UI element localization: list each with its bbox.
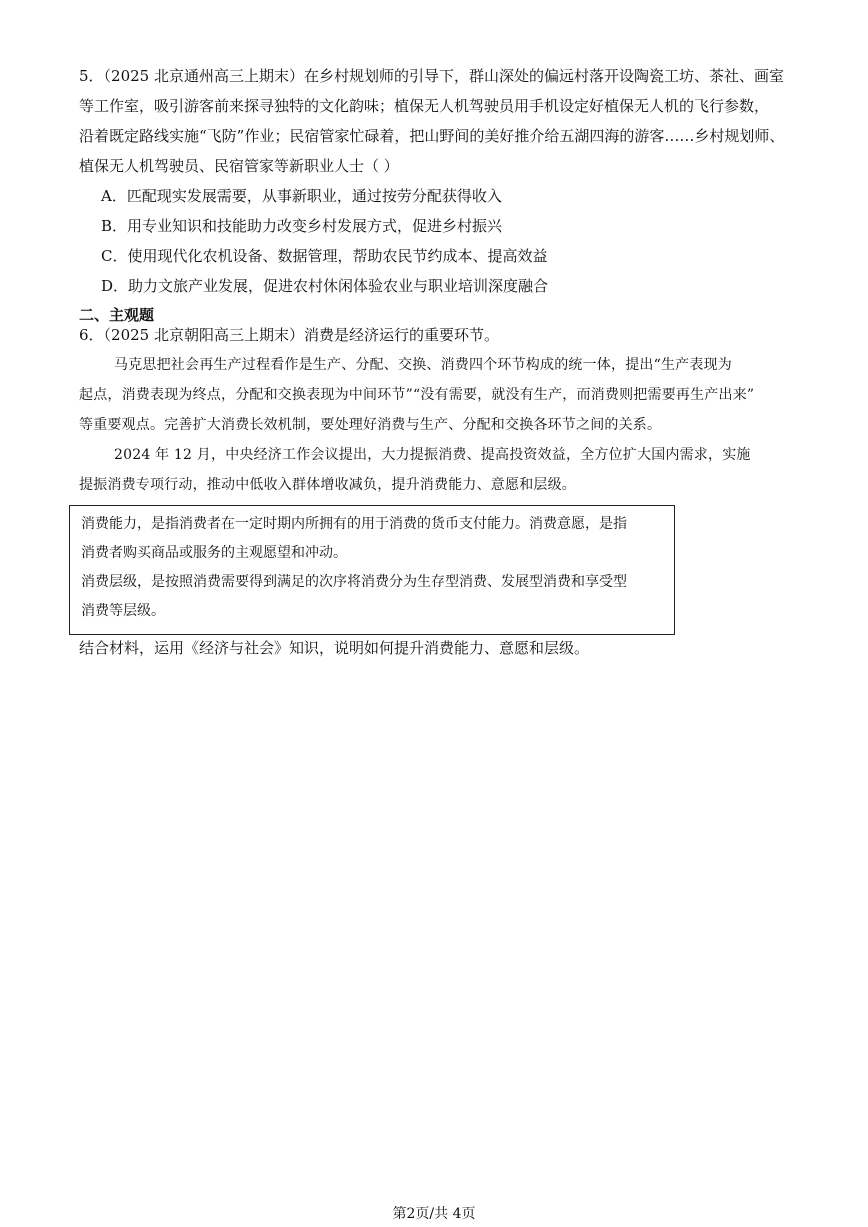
page-number: 第2页/共 4页: [392, 1206, 476, 1222]
q5-option-b: B．用专业知识和技能助力改变乡村发展方式，促进乡村振兴: [101, 217, 503, 235]
definition-box-line-1: 消费能力，是指消费者在一定时期内所拥有的用于消费的货币支付能力。消费意愿，是指: [81, 516, 627, 532]
q5-option-c: C．使用现代化农机设备、数据管理，帮助农民节约成本、提高效益: [101, 247, 548, 265]
definition-box-line-3: 消费层级，是按照消费需要得到满足的次序将消费分为生存型消费、发展型消费和享受型: [81, 574, 627, 590]
q6-material-line-5: 提振消费专项行动，推动中低收入群体增收减负，提升消费能力、意愿和层级。: [79, 477, 576, 493]
q6-stem: 6．（2025 北京朝阳高三上期末）消费是经济运行的重要环节。: [79, 326, 499, 344]
definition-box-line-2: 消费者购买商品或服务的主观愿望和冲动。: [81, 545, 347, 561]
q5-stem-line-2: 等工作室，吸引游客前来探寻独特的文化韵味；植保无人机驾驶员用手机设定好植保无人机的飞行参数，: [79, 97, 770, 115]
q6-material-line-2: 起点，消费表现为终点，分配和交换表现为中间环节”“没有需要，就没有生产，而消费则把需要再生产出来”: [79, 387, 755, 403]
q5-stem-line-4: 植保无人机驾驶员、民宿管家等新职业人士（ ）: [79, 157, 399, 175]
definition-box: [69, 505, 675, 635]
q5-option-a: A．匹配现实发展需要，从事新职业，通过按劳分配获得收入: [101, 187, 502, 205]
q6-material-line-1: 马克思把社会再生产过程看作是生产、分配、交换、消费四个环节构成的统一体，提出“生产表现为: [114, 357, 732, 373]
q6-material-line-4: 2024 年 12 月，中央经济工作会议提出，大力提振消费、提高投资效益，全方位扩大国内需求，实施: [114, 447, 751, 463]
definition-box-line-4: 消费等层级。: [81, 603, 165, 619]
q6-question: 结合材料，运用《经济与社会》知识，说明如何提升消费能力、意愿和层级。: [79, 639, 590, 657]
q5-option-d: D．助力文旅产业发展，促进农村休闲体验农业与职业培训深度融合: [101, 277, 549, 295]
section-title: 二、主观题: [79, 306, 155, 324]
q6-material-line-3: 等重要观点。完善扩大消费长效机制，要处理好消费与生产、分配和交换各环节之间的关系。: [79, 417, 662, 433]
q5-stem-line-3: 沿着既定路线实施“飞防”作业；民宿管家忙碌着，把山野间的美好推介给五湖四海的游客……乡村规划师、: [79, 127, 785, 145]
q5-stem-line-1: 5．（2025 北京通州高三上期末）在乡村规划师的引导下，群山深处的偏远村落开设陶瓷工坊、茶社、画室: [79, 67, 784, 85]
